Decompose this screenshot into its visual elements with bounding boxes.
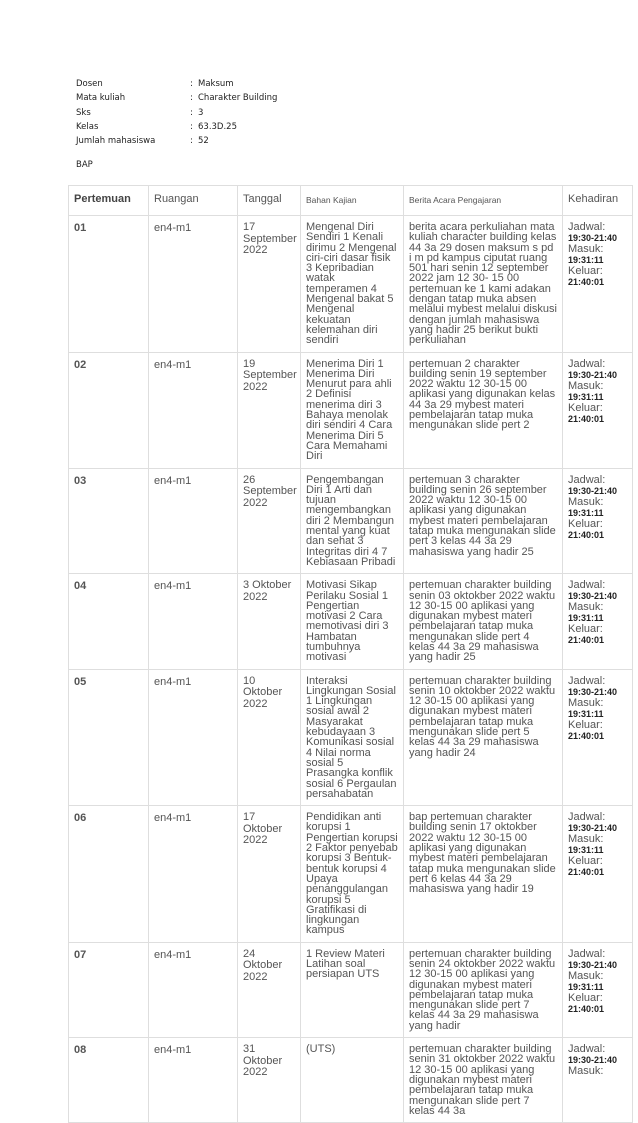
- cell-bahan-kajian: 1 Review Materi Latihan soal persiapan UTS: [301, 942, 404, 1037]
- cell-pertemuan: 07: [69, 942, 149, 1037]
- cell-tanggal: 26 September 2022: [238, 468, 301, 574]
- info-label: Jumlah mahasiswa: [76, 136, 156, 147]
- attendance-masuk-label: Masuk:: [568, 495, 604, 508]
- attendance-keluar-label: Keluar:: [568, 623, 603, 636]
- attendance-masuk-value: 19:31:11: [568, 708, 604, 719]
- header-bahan-kajian: Bahan Kajian: [301, 186, 404, 216]
- attendance-masuk-label: Masuk:: [568, 969, 604, 982]
- info-label: Sks: [76, 107, 91, 118]
- table-row: [69, 1038, 633, 1123]
- cell-kehadiran: [563, 1038, 633, 1123]
- cell-berita-acara: berita acara perkuliahan mata kuliah character building kelas 44 3a 29 dosen maksum s pd i m pd kampus ciputat ruang 501 hari senin 12 september 2022 jam 12 30- 15 00 pertemuan ke 1 kami adakan dengan tatap muka absen melalui mybest melalui diskusi dengan jumlah mahasiswa yang hadir 25 berikut bukti perkuliahan: [404, 216, 563, 353]
- attendance-jadwal-label: Jadwal:: [568, 674, 606, 687]
- attendance-masuk-label: Masuk:: [568, 379, 604, 392]
- course-info: [76, 77, 277, 148]
- attendance-masuk-label: Masuk:: [568, 833, 604, 846]
- cell-bahan-kajian: Pendidikan anti korupsi 1 Pengertian korupsi 2 Faktor penyebab korupsi 3 Bentuk-bentuk korupsi 4 Upaya penanggulangan korupsi 5 Gratifikasi di lingkungan kampus: [301, 806, 404, 943]
- cell-kehadiran: [563, 468, 633, 574]
- cell-kehadiran: [563, 942, 633, 1037]
- info-value: 63.3D.25: [198, 121, 237, 132]
- attendance-masuk-value: 19:31:11: [568, 507, 604, 518]
- cell-bahan-kajian: Menerima Diri 1 Menerima Diri Menurut para ahli 2 Definisi menerima diri 3 Bahaya menolak diri sendiri 4 Cara Menerima Diri 5 Cara Memahami Diri: [301, 352, 404, 468]
- attendance-masuk-label: Masuk:: [568, 243, 604, 255]
- attendance-jadwal-value: 19:30-21:40: [568, 823, 618, 834]
- cell-berita-acara: pertemuan charakter building senin 03 oktokber 2022 waktu 12 30-15 00 aplikasi yang digunakan mybest materi pembelajaran tatap muka mengunakan slide pert 4 kelas 44 3a 29 mahasiswa yang hadir 25: [404, 574, 563, 669]
- cell-berita-acara: pertemuan charakter building senin 31 oktokber 2022 waktu 12 30-15 00 aplikasi yang digunakan mybest materi pembelajaran tatap muka mengunakan slide pert 7 kelas 44 3a: [404, 1038, 563, 1123]
- cell-kehadiran: [563, 352, 633, 468]
- cell-pertemuan: 01: [69, 216, 149, 353]
- attendance-keluar-value: 21:40:01: [568, 867, 605, 878]
- attendance-jadwal-value: 19:30-21:40: [568, 369, 618, 380]
- table-row: [69, 942, 633, 1037]
- header-pertemuan: Pertemuan: [69, 186, 149, 216]
- info-separator: :: [190, 121, 193, 132]
- attendance-keluar-value: 21:40:01: [568, 277, 605, 287]
- info-row-jumlah-mahasiswa: [76, 134, 277, 148]
- cell-bahan-kajian: Interaksi Lingkungan Sosial 1 Lingkungan sosial awal 2 Masyarakat kebudayaan 3 Komunikasi sosial 4 Nilai norma sosial 5 Prasangka konflik sosial 6 Pergaulan persahabatan: [301, 669, 404, 806]
- table-row: [69, 216, 633, 353]
- table-row: [69, 468, 633, 574]
- cell-berita-acara: pertemuan charakter building senin 24 oktokber 2022 waktu 12 30-15 00 aplikasi yang digunakan mybest materi pembelajaran tatap muka mengunakan slide pert 7 kelas 44 3a 29 mahasiswa yang hadir: [404, 942, 563, 1037]
- attendance-masuk-value: 19:31:11: [568, 255, 604, 265]
- attendance-masuk-value: 19:31:11: [568, 845, 604, 856]
- table-row: [69, 352, 633, 468]
- cell-bahan-kajian: (UTS): [301, 1038, 404, 1123]
- attendance-jadwal-value: 19:30-21:40: [568, 959, 618, 970]
- cell-ruangan: en4-m1: [149, 669, 238, 806]
- info-value: Maksum: [198, 79, 234, 89]
- cell-tanggal: 3 Oktober 2022: [238, 574, 301, 669]
- info-separator: :: [190, 107, 193, 118]
- cell-pertemuan: 04: [69, 574, 149, 669]
- cell-bahan-kajian: Pengembangan Diri 1 Arti dan tujuan mengembangkan diri 2 Membangun mental yang kuat dan sehat 3 Integritas diri 4 7 Kebiasaan Pribadi: [301, 468, 404, 574]
- cell-ruangan: en4-m1: [149, 1038, 238, 1123]
- cell-ruangan: en4-m1: [149, 468, 238, 574]
- cell-bahan-kajian: Motivasi Sikap Perilaku Sosial 1 Pengertian motivasi 2 Cara memotivasi diri 3 Hambatan tumbuhnya motivasi: [301, 574, 404, 669]
- cell-kehadiran: [563, 669, 633, 806]
- cell-berita-acara: pertemuan charakter building senin 10 oktokber 2022 waktu 12 30-15 00 aplikasi yang digunakan mybest materi pembelajaran tatap muka mengunakan slide pert 5 kelas 44 3a 29 mahasiswa yang hadir 24: [404, 669, 563, 806]
- table-header-row: [69, 186, 633, 216]
- info-row-mata-kuliah: [76, 91, 277, 105]
- attendance-keluar-label: Keluar:: [568, 855, 603, 868]
- attendance-masuk-label: Masuk:: [568, 1065, 604, 1078]
- cell-pertemuan: 02: [69, 352, 149, 468]
- attendance-jadwal-label: Jadwal:: [568, 1043, 606, 1056]
- table-row: [69, 574, 633, 669]
- info-value: 3: [198, 107, 204, 118]
- attendance-keluar-value: 21:40:01: [568, 413, 605, 424]
- cell-tanggal: 31 Oktober 2022: [238, 1038, 301, 1123]
- cell-pertemuan: 05: [69, 669, 149, 806]
- attendance-keluar-label: Keluar:: [568, 401, 603, 414]
- attendance-jadwal-label: Jadwal:: [568, 811, 606, 824]
- attendance-jadwal-value: 19:30-21:40: [568, 233, 618, 243]
- info-row-sks: [76, 106, 277, 120]
- header-tanggal: Tanggal: [238, 186, 301, 216]
- info-label: Mata kuliah: [76, 93, 126, 104]
- info-separator: :: [190, 79, 193, 89]
- cell-pertemuan: 03: [69, 468, 149, 574]
- cell-tanggal: 24 Oktober 2022: [238, 942, 301, 1037]
- attendance-keluar-label: Keluar:: [568, 517, 603, 530]
- attendance-masuk-label: Masuk:: [568, 696, 604, 709]
- header-ruangan: Ruangan: [149, 186, 238, 216]
- cell-tanggal: 19 September 2022: [238, 352, 301, 468]
- cell-ruangan: en4-m1: [149, 574, 238, 669]
- attendance-jadwal-label: Jadwal:: [568, 357, 606, 370]
- attendance-keluar-value: 21:40:01: [568, 529, 605, 540]
- cell-pertemuan: 08: [69, 1038, 149, 1123]
- info-row-kelas: [76, 120, 277, 134]
- cell-berita-acara: pertemuan 3 charakter building senin 26 september 2022 waktu 12 30-15 00 aplikasi yang digunakan mybest materi pembelajaran tatap muka mengunakan slide pert 3 kelas 44 3a 29 mahasiswa yang hadir 25: [404, 468, 563, 574]
- cell-kehadiran: [563, 806, 633, 943]
- attendance-jadwal-value: 19:30-21:40: [568, 591, 618, 602]
- info-separator: :: [190, 93, 193, 104]
- bap-heading: BAP: [76, 160, 93, 170]
- attendance-masuk-value: 19:31:11: [568, 981, 604, 992]
- header-kehadiran: Kehadiran: [563, 186, 633, 216]
- info-label: Kelas: [76, 121, 99, 132]
- attendance-jadwal-value: 19:30-21:40: [568, 1055, 618, 1066]
- cell-ruangan: en4-m1: [149, 352, 238, 468]
- attendance-masuk-label: Masuk:: [568, 601, 604, 614]
- cell-tanggal: 10 Oktober 2022: [238, 669, 301, 806]
- cell-kehadiran: [563, 574, 633, 669]
- cell-kehadiran: [563, 216, 633, 353]
- cell-bahan-kajian: Mengenal Diri Sendiri 1 Kenali dirimu 2 Mengenal ciri-ciri dasar fisik 3 Kepribadian watak temperamen 4 Mengenal bakat 5 Mengenal kekuatan kelemahan diri sendiri: [301, 216, 404, 353]
- header-berita-acara: Berita Acara Pengajaran: [404, 186, 563, 216]
- info-value: 52: [198, 136, 209, 147]
- cell-ruangan: en4-m1: [149, 942, 238, 1037]
- attendance-jadwal-label: Jadwal:: [568, 947, 606, 960]
- attendance-keluar-value: 21:40:01: [568, 1003, 605, 1014]
- cell-tanggal: 17 Oktober 2022: [238, 806, 301, 943]
- info-value: Charakter Building: [198, 93, 278, 104]
- cell-ruangan: en4-m1: [149, 806, 238, 943]
- info-separator: :: [190, 136, 193, 147]
- attendance-keluar-label: Keluar:: [568, 718, 603, 731]
- cell-tanggal: 17 September 2022: [238, 216, 301, 353]
- bap-table: [68, 185, 633, 1123]
- cell-berita-acara: bap pertemuan charakter building senin 17 oktokber 2022 waktu 12 30-15 00 aplikasi yang digunakan mybest materi pembelajaran tatap muka mengunakan slide pert 6 kelas 44 3a 29 mahasiswa yang hadir 19: [404, 806, 563, 943]
- attendance-keluar-value: 21:40:01: [568, 635, 605, 646]
- attendance-jadwal-value: 19:30-21:40: [568, 485, 618, 496]
- attendance-keluar-label: Keluar:: [568, 991, 603, 1004]
- info-label: Dosen: [76, 79, 103, 89]
- attendance-jadwal-label: Jadwal:: [568, 579, 606, 592]
- table-row: [69, 806, 633, 943]
- table-row: [69, 669, 633, 806]
- cell-berita-acara: pertemuan 2 charakter building senin 19 september 2022 waktu 12 30-15 00 aplikasi yang digunakan kelas 44 3a 29 mybest materi pembelajaran tatap muka mengunakan slide pert 2: [404, 352, 563, 468]
- attendance-jadwal-label: Jadwal:: [568, 473, 606, 486]
- attendance-jadwal-value: 19:30-21:40: [568, 686, 618, 697]
- attendance-masuk-value: 19:31:11: [568, 613, 604, 624]
- attendance-keluar-value: 21:40:01: [568, 730, 605, 741]
- cell-pertemuan: 06: [69, 806, 149, 943]
- attendance-keluar-label: Keluar:: [568, 265, 603, 277]
- info-row-dosen: [76, 77, 277, 91]
- attendance-masuk-value: 19:31:11: [568, 391, 604, 402]
- cell-ruangan: en4-m1: [149, 216, 238, 353]
- attendance-jadwal-label: Jadwal:: [568, 221, 606, 233]
